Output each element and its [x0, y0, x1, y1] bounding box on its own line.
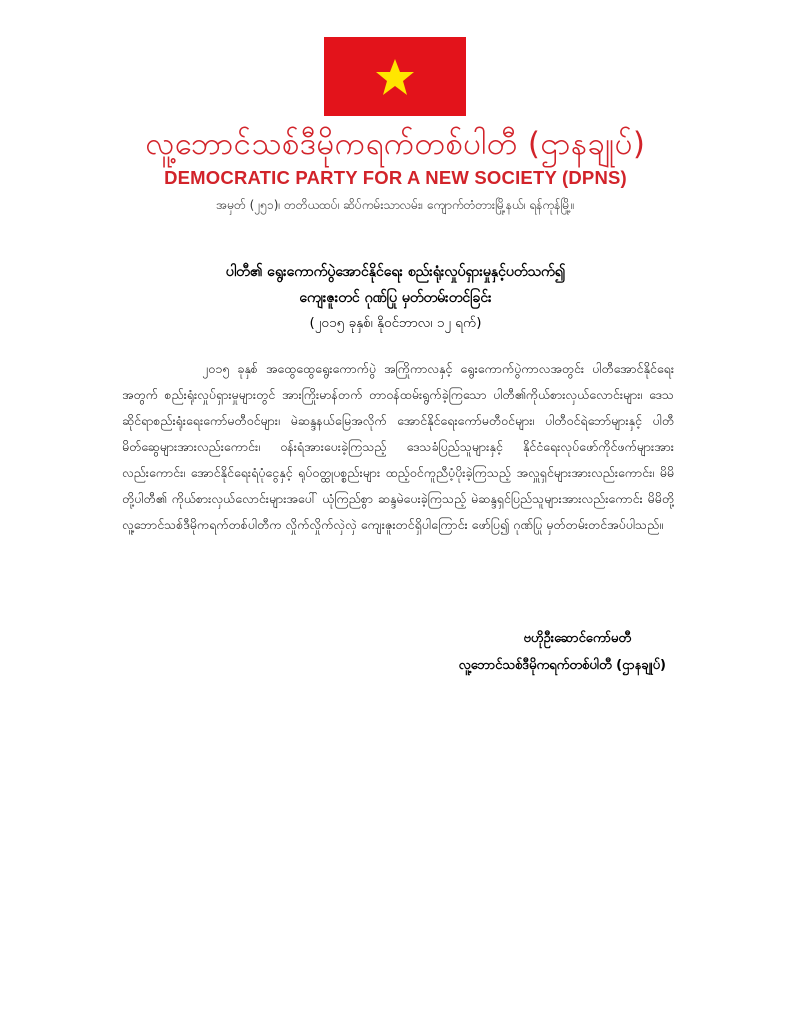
statement-title-line1: ပါတီ၏ ရွေးကောက်ပွဲအောင်နိုင်ရေး စည်းရုံးလှုပ်ရှားမှုနှင့်ပတ်သက်၍	[225, 264, 566, 280]
signature-party: လူ့ဘောင်သစ်ဒီမိုကရက်တစ်ပါတီ (ဌာနချုပ်)	[458, 658, 666, 673]
statement-body: ၂၀၁၅ ခုနှစ် အထွေထွေရွေးကောက်ပွဲ အကြိုကာလနှင့် ရွေးကောက်ပွဲကာလအတွင်း ပါတီအောင်နိုင်ရေးအတွက် စည်းရုံးလှုပ်ရှားမှုများတွင် အားကြိုးမာန်တက် တာဝန်ထမ်းရွက်ခဲ့ကြသော ပါတီ၏ကိုယ်စားလှယ်လောင်းများ၊ ဒေသဆိုင်ရာစည်းရုံးရေးကော်မတီဝင်များ၊ မဲဆန္ဒနယ်မြေအလိုက် အောင်နိုင်ရေးကော်မတီဝင်များ၊ ပါတီဝင်ရဲဘော်များနှင့် ပါတီမိတ်ဆွေများအားလည်းကောင်း၊ ဝန်းရံအားပေးခဲ့ကြသည့် ဒေသခံပြည်သူများနှင့် နိုင်ငံရေးလုပ်ဖော်ကိုင်ဖက်များအားလည်းကောင်း၊ အောင်နိုင်ရေးရံပုံငွေနှင့် ရုပ်ဝတ္ထုပစ္စည်းများ ထည့်ဝင်ကူညီပံ့ပိုးခဲ့ကြသည့် အလှူရှင်များအားလည်းကောင်း၊ မိမိတို့ပါတီ၏ ကိုယ်စားလှယ်လောင်းများအပေါ် ယုံကြည်စွာ ဆန္ဒမဲပေးခဲ့ကြသည့် မဲဆန္ဒရှင်ပြည်သူများအားလည်းကောင်း မိမိတို့ လူ့ဘောင်သစ်ဒီမိုကရက်တစ်ပါတီက လှိုက်လှိုက်လှဲလှဲ ကျေးဇူးတင်ရှိပါကြောင်း ဖော်ပြ၍ ဂုဏ်ပြု မှတ်တမ်းတင်အပ်ပါသည်။	[122, 361, 674, 532]
party-flag	[324, 37, 466, 116]
party-name-myanmar: လူ့ဘောင်သစ်ဒီမိုကရက်တစ်ပါတီ (ဌာနချုပ်)	[145, 126, 646, 162]
signature-committee: ဗဟိုဦးဆောင်ကော်မတီ	[523, 631, 631, 646]
party-address: အမှတ် (၂၅၁)၊ တတိယထပ်၊ ဆိပ်ကမ်းသာလမ်း၊ ကျောက်တံတားမြို့နယ်၊ ရန်ကုန်မြို့။	[216, 198, 575, 212]
party-name-english: DEMOCRATIC PARTY FOR A NEW SOCIETY (DPNS)	[164, 167, 627, 188]
star-icon	[324, 37, 466, 116]
statement-title-line2: ကျေးဇူးတင် ဂုဏ်ပြု မှတ်တမ်းတင်ခြင်း	[299, 290, 492, 306]
statement-date: (၂၀၁၅ ခုနှစ်၊ နိုဝင်ဘာလ၊ ၁၂ ရက်)	[309, 315, 482, 331]
